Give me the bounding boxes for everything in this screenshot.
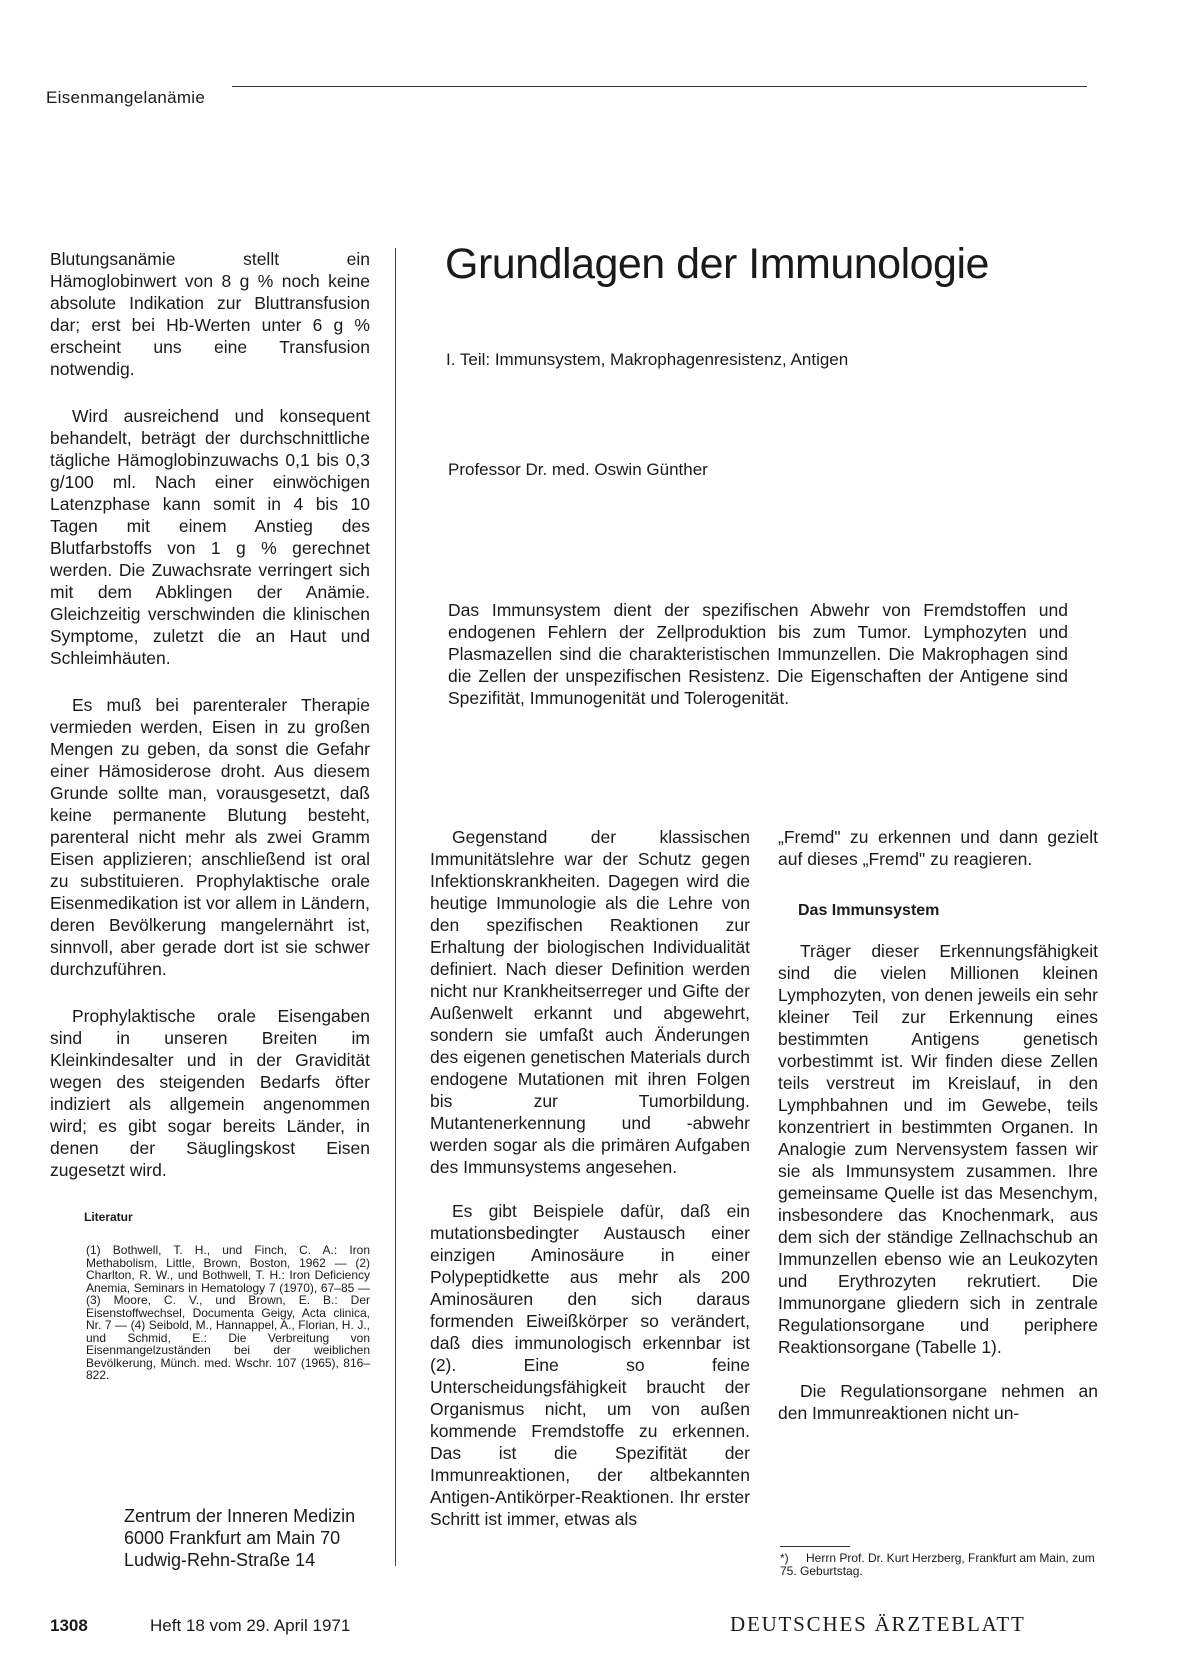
literature-heading: Literatur [84, 1210, 133, 1224]
footnote-text: Herrn Prof. Dr. Kurt Herzberg, Frankfurt am Main, zum 75. Geburtstag. [780, 1551, 1095, 1578]
article-subtitle: I. Teil: Immunsystem, Makrophagenresistenz, Antigen [446, 350, 849, 369]
article-abstract: Das Immunsystem dient der spezifischen Abwehr von Fremdstoffen und endogenen Fehlern der Zellproduktion bis zum Tumor. Lymphozyten und Plasmazellen sind die charakteristischen Immunzellen. Die Makrophagen sind die Zellen der unspezifischen Resistenz. Die Eigenschaften der Antigene sind Spezifität, Immunogenität und Tolerogenität. [448, 600, 1068, 708]
right-paragraph-1: Träger dieser Erkennungsfähigkeit sind die vielen Millionen kleinen Lymphozyten, von denen jeweils ein sehr kleiner Teil zur Erkennung eines bestimmten Antigens genetisch vorbestimmt ist. Wir finden diese Zellen teils verstreut im Kreislauf, in den Lymphbahnen und im Gewebe, teils konzentriert in bestimmten Organen. In Analogie zum Nervensystem fassen wir sie als Immunsystem zusammen. Ihre gemeinsame Quelle ist das Mesenchym, insbesondere das Knochenmark, aus dem sich der ständige Zellnachschub an Immunzellen ebenso wie an Leukozyten und Erythrozyten rekrutiert. Die Immunorgane gliedern sich in zentrale Regulationsorgane und periphere Reaktionsorgane (Tabelle 1). [778, 941, 1098, 1357]
footnote-rule [780, 1546, 850, 1547]
left-paragraph-2: Wird ausreichend und konsequent behandelt, beträgt der durchschnittliche tägliche Hämoglobinzuwachs 0,1 bis 0,3 g/100 ml. Nach einer einwöchigen Latenzphase kann somit in 4 bis 10 Tagen mit einem Anstieg des Blutfarbstoffs von 1 g % gerechnet werden. Die Zuwachsrate verringert sich mit dem Abklingen der Anämie. Gleichzeitig verschwinden die klinischen Symptome, zuletzt die an Haut und Schleimhäuten. [50, 406, 370, 668]
left-paragraph-3: Es muß bei parenteraler Therapie vermieden werden, Eisen in zu großen Mengen zu geben, da sonst die Gefahr einer Hämosiderose droht. Aus diesem Grunde sollte man, vorausgesetzt, daß keine permanente Blutung besteht, parenteral nicht mehr als zwei Gramm Eisen applizieren; anschließend ist oral zu substituieren. Prophylaktische orale Eisenmedikation ist vor allem in Ländern, deren Bevölkerung mangelernährt ist, sinnvoll, aber gerade dort ist sie schwer durchzuführen. [50, 695, 370, 979]
journal-name: DEUTSCHES ÄRZTEBLATT [730, 1612, 1026, 1636]
right-column [778, 826, 1098, 1446]
middle-paragraph-1: Gegenstand der klassischen Immunitätslehre war der Schutz gegen Infektionskrankheiten. Dagegen wird die heutige Immunologie als die Lehre von den spezifischen Reaktionen zur Erhaltung der biologischen Individualität definiert. Nach dieser Definition werden nicht nur Krankheitserreger und Gifte der Außenwelt erkannt und abgewehrt, sondern sie umfaßt auch Änderungen des eigenen genetischen Materials durch endogene Mutationen mit ihren Folgen bis zur Tumorbildung. Mutantenerkennung und -abwehr werden sogar als die primären Aufgaben des Immunsystems angesehen. [430, 827, 750, 1177]
literature-list: (1) Bothwell, T. H., und Finch, C. A.: Iron Methabolism, Little, Brown, Boston, 1962 — (2) Charlton, R. W., und Bothwell, T. H.: Iron Deficiency Anemia, Seminars in Hematology 7 (1970), 67–85 — (3) Moore, C. V., und Brown, E. B.: Der Eisenstoffwechsel, Documenta Geigy, Acta clinica, Nr. 7 — (4) Seibold, M., Hannappel, A., Florian, H. J., und Schmid, E.: Die Verbreitung von Eisenmangelzuständen bei der weiblichen Bevölkerung, Münch. med. Wschr. 107 (1965), 816–822. [86, 1243, 370, 1382]
article-author: Professor Dr. med. Oswin Günther [448, 460, 708, 479]
page-number: 1308 [50, 1616, 88, 1635]
right-opening-paragraph: „Fremd" zu erkennen und dann gezielt auf dieses „Fremd" zu reagieren. [778, 827, 1098, 869]
footnote [780, 1552, 1100, 1578]
right-paragraph-2: Die Regulationsorgane nehmen an den Immunreaktionen nicht un- [778, 1381, 1098, 1423]
left-paragraph-4: Prophylaktische orale Eisengaben sind in unseren Breiten im Kleinkindesalter und in der Gravidität wegen des steigenden Bedarfs öfter indiziert als allgemein angenommen wird; es gibt sogar bereits Länder, in denen der Säuglingskost Eisen zugesetzt wird. [50, 1006, 370, 1180]
section-heading: Das Immunsystem [798, 902, 940, 919]
middle-paragraph-2: Es gibt Beispiele dafür, daß ein mutationsbedingter Austausch einer einzigen Aminosäure in einer Polypeptidkette aus mehr als 200 Aminosäuren den sich daraus formenden Eiweißkörper so verändert, daß dies immunologisch erkennbar ist (2). Eine so feine Unterscheidungsfähigkeit braucht der Organismus nicht, um von außen kommende Fremdstoffe zu erkennen. Das ist die Spezifität der Immunreaktionen, der altbekannten Antigen-Antikörper-Reaktionen. Ihr erster Schritt ist immer, etwas als [430, 1201, 750, 1529]
left-paragraph-1: Blutungsanämie stellt ein Hämoglobinwert von 8 g % noch keine absolute Indikation zur Bluttransfusion dar; erst bei Hb-Werten unter 6 g % erscheint uns eine Transfusion notwendig. [50, 249, 370, 379]
footnote-marker: *) [780, 1551, 789, 1565]
running-header: Eisenmangelanämie [46, 88, 206, 107]
author-address [124, 1505, 355, 1571]
article-title: Grundlagen der Immunologie [445, 240, 989, 288]
address-line-1: Zentrum der Inneren Medizin [124, 1506, 356, 1526]
column-divider [395, 248, 396, 1566]
left-column [50, 248, 370, 1382]
address-line-2: 6000 Frankfurt am Main 70 [124, 1528, 341, 1548]
middle-column [430, 826, 750, 1552]
issue-info: Heft 18 vom 29. April 1971 [150, 1616, 351, 1635]
header-rule [232, 86, 1087, 87]
address-line-3: Ludwig-Rehn-Straße 14 [124, 1550, 316, 1570]
